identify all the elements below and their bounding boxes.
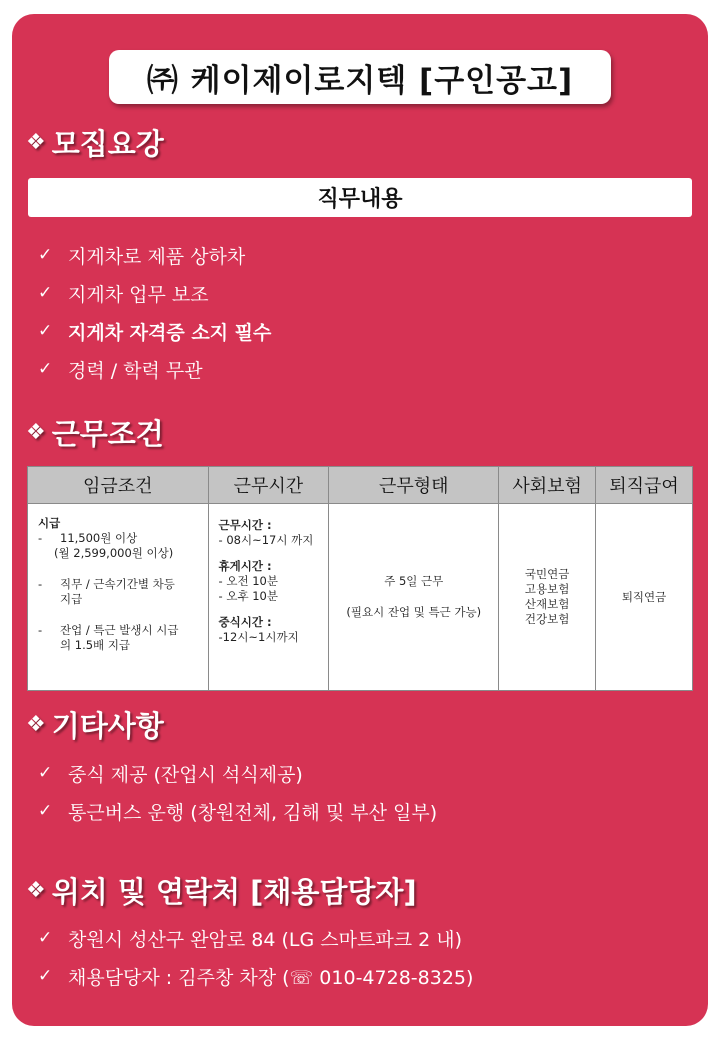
- others-list: [38, 754, 437, 830]
- insurance-item: 건강보험: [524, 612, 570, 626]
- list-item: ✓ 통근버스 운행 (창원전체, 김해 및 부산 일부): [38, 801, 438, 824]
- list-item: ✓ 지게차 업무 보조: [38, 283, 209, 306]
- check-icon: ✓: [38, 763, 53, 783]
- check-icon: ✓: [38, 321, 53, 341]
- contact-list: [38, 919, 473, 995]
- list-item: ✓ 경력 / 학력 무관: [38, 359, 203, 382]
- section-others-heading: [26, 704, 164, 745]
- list-item: ✓ 지게차로 제품 상하차: [38, 245, 246, 268]
- section-contact-title: 위치 및 연락처 [채용담당자]: [51, 875, 417, 909]
- duty-title: 직무내용: [317, 187, 403, 212]
- check-icon: ✓: [38, 966, 53, 986]
- check-icon: ✓: [38, 928, 53, 948]
- diamond-icon: ❖: [26, 878, 46, 903]
- header-wage: 임금조건: [28, 467, 209, 504]
- work-type-cell: [329, 504, 499, 691]
- wage-label: 시급: [38, 516, 61, 530]
- duty-list: [38, 236, 271, 388]
- header-insurance: 사회보험: [499, 467, 596, 504]
- check-icon: ✓: [38, 359, 53, 379]
- diamond-icon: ❖: [26, 420, 46, 445]
- section-others-title: 기타사항: [51, 709, 164, 743]
- insurance-item: 국민연금: [524, 567, 570, 581]
- break-pm: - 오후 10분: [218, 589, 278, 603]
- wage-monthly: (월 2,599,000원 이상): [54, 546, 174, 560]
- work-type-days: 주 5일 근무: [384, 574, 444, 588]
- list-item: [38, 919, 473, 957]
- header-hours: 근무시간: [208, 467, 329, 504]
- check-icon: ✓: [38, 801, 53, 821]
- contact-person-text: 채용담당자 : 김주창 차장 (☏ 010-4728-8325): [68, 966, 474, 989]
- work-hours-label: 근무시간 :: [218, 518, 272, 532]
- wage-overtime: 잔업 / 특근 발생시 시급: [60, 623, 179, 637]
- meal-label: 중식시간 :: [218, 615, 272, 629]
- insurance-item: 고용보험: [524, 582, 570, 596]
- work-type-note: (필요시 잔업 및 특근 가능): [346, 605, 482, 619]
- list-item: [38, 957, 473, 995]
- section-conditions-heading: [26, 412, 164, 453]
- meal-value: -12시~1시까지: [218, 630, 299, 644]
- diamond-icon: ❖: [26, 712, 46, 737]
- retirement-cell: [596, 504, 693, 691]
- hours-cell: [208, 504, 329, 691]
- retirement-value: 퇴직연금: [621, 589, 667, 604]
- list-item: ✓ 중식 제공 (잔업시 석식제공): [38, 763, 303, 786]
- break-am: - 오전 10분: [218, 574, 278, 588]
- insurance-item: 산재보험: [524, 597, 570, 611]
- check-icon: ✓: [38, 283, 53, 303]
- section-conditions-title: 근무조건: [51, 417, 164, 451]
- page-title: ㈜ 케이제이로지텍 [구인공고]: [146, 62, 574, 99]
- insurance-cell: [499, 504, 596, 691]
- wage-value: 11,500원 이상: [60, 531, 138, 545]
- list-item: ✓ 지게차 자격증 소지 필수: [38, 321, 272, 344]
- title-box: [109, 50, 611, 104]
- header-retirement: 퇴직급여: [596, 467, 693, 504]
- header-type: 근무형태: [329, 467, 499, 504]
- work-hours-value: - 08시~17시 까지: [218, 533, 314, 547]
- section-contact-heading: [26, 870, 417, 911]
- table-row: [28, 504, 693, 691]
- wage-cell: 시급 - 11,500원 이상 (월 2,599,000원 이상) - 직무 / 근속기간별 차등 지급 - 잔업 / 특근 발생시 시급 의 1.5배 지급: [28, 504, 209, 691]
- wage-diff-cont: 지급: [60, 592, 83, 606]
- section-recruit-title: 모집요강: [51, 127, 164, 161]
- break-label: 휴게시간 :: [218, 559, 272, 573]
- check-icon: ✓: [38, 245, 53, 265]
- address-text: 창원시 성산구 완암로 84 (LG 스마트파크 2 내): [68, 928, 462, 951]
- table-header-row: [28, 467, 693, 504]
- diamond-icon: ❖: [26, 130, 46, 155]
- wage-overtime-cont: 의 1.5배 지급: [60, 638, 131, 652]
- duty-title-bar: [28, 178, 692, 217]
- wage-diff: 직무 / 근속기간별 차등: [60, 577, 175, 591]
- conditions-table: [27, 466, 693, 691]
- section-recruit-heading: [26, 122, 164, 163]
